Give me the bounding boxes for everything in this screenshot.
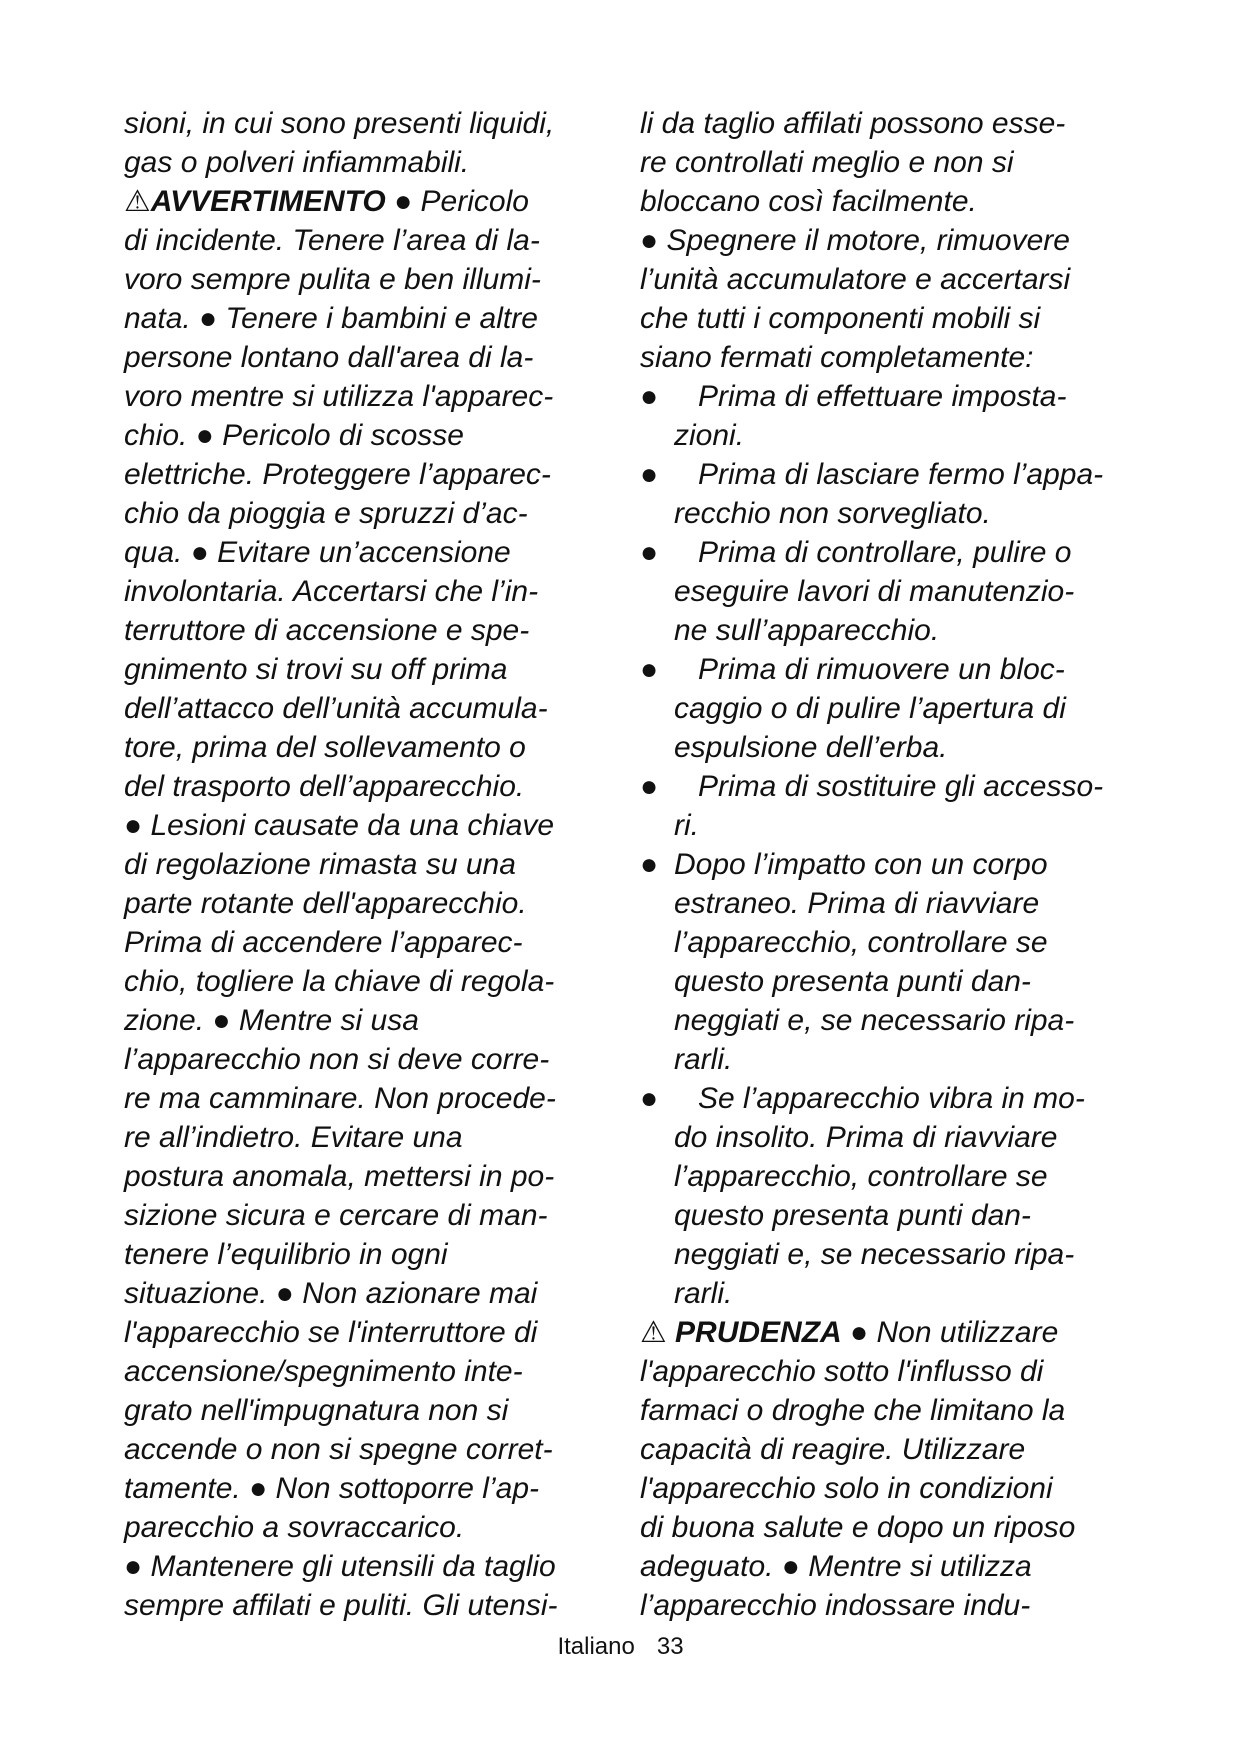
text-line: re all’indietro. Evitare una xyxy=(124,1121,463,1154)
text-line: chio, togliere la chiave di regola- xyxy=(124,965,555,998)
bullet-text-line: do insolito. Prima di riavviare xyxy=(674,1121,1058,1154)
warning-heading: AVVERTIMENTO xyxy=(150,185,386,218)
text-line: persone lontano dall'area di la- xyxy=(124,341,534,374)
text-line: l’apparecchio indossare indu- xyxy=(640,1589,1031,1622)
text-line: nata. ● Tenere i bambini e altre xyxy=(124,302,538,335)
text-line: gas o polveri infiammabili. xyxy=(124,146,470,179)
bullet-dot-icon: ● xyxy=(640,653,659,686)
text-line: dell’attacco dell’unità accumula- xyxy=(124,692,548,725)
bullet-dot-icon: ● xyxy=(640,380,659,413)
bullet-text-line: estraneo. Prima di riavviare xyxy=(674,887,1040,920)
right-column xyxy=(640,104,1140,1625)
text-line: farmaci o droghe che limitano la xyxy=(640,1394,1066,1427)
footer-language: Italiano xyxy=(557,1633,635,1660)
bullet-text-line: ne sull’apparecchio. xyxy=(674,614,940,647)
bullet-item xyxy=(640,455,1140,533)
bullet-text-line: Prima di effettuare imposta- xyxy=(698,380,1067,413)
caution-triangle-icon: ⚠ xyxy=(640,1316,667,1349)
bullet-text xyxy=(640,1079,1140,1313)
bullet-item xyxy=(640,767,1140,845)
bullet-text xyxy=(640,455,1140,533)
text-line: siano fermati completamente: xyxy=(640,341,1034,374)
text-line: l'apparecchio solo in condizioni xyxy=(640,1472,1053,1505)
page-footer xyxy=(0,1632,1241,1662)
bullet-text xyxy=(640,377,1140,455)
bullet-dot-icon: ● xyxy=(640,458,659,491)
text-line: involontaria. Accertarsi che l’in- xyxy=(124,575,539,608)
caution-line xyxy=(640,1313,1140,1352)
text-line: chio. ● Pericolo di scosse xyxy=(124,419,464,452)
text-line: grato nell'impugnatura non si xyxy=(124,1394,509,1427)
bullet-text xyxy=(640,845,1140,1079)
text-line: voro mentre si utilizza l'apparec- xyxy=(124,380,554,413)
text-line: voro sempre pulita e ben illumi- xyxy=(124,263,541,296)
text-line: re ma camminare. Non procede- xyxy=(124,1082,556,1115)
bullet-item xyxy=(640,1079,1140,1313)
bullet-dot-icon: ● xyxy=(640,770,659,803)
bullet-text-line: l’apparecchio, controllare se xyxy=(674,1160,1048,1193)
text-line: Prima di accendere l’apparec- xyxy=(124,926,523,959)
bullet-text xyxy=(640,533,1140,650)
text-line: ● Mantenere gli utensili da taglio xyxy=(124,1550,556,1583)
text-line: accensione/spegnimento inte- xyxy=(124,1355,523,1388)
text-line: zione. ● Mentre si usa xyxy=(124,1004,419,1037)
text-line: re controllati meglio e non si xyxy=(640,146,1014,179)
text-line: capacità di reagire. Utilizzare xyxy=(640,1433,1026,1466)
bullet-text-line: l’apparecchio, controllare se xyxy=(674,926,1048,959)
text-line: di regolazione rimasta su una xyxy=(124,848,516,881)
bullet-text-line: neggiati e, se necessario ripa- xyxy=(674,1004,1075,1037)
bullet-text xyxy=(640,650,1140,767)
text-line: tamente. ● Non sottoporre l’ap- xyxy=(124,1472,539,1505)
text-line: l'apparecchio sotto l'influsso di xyxy=(640,1355,1044,1388)
text-line: del trasporto dell’apparecchio. xyxy=(124,770,525,803)
bullet-dot-icon: ● xyxy=(640,1082,659,1115)
text-line: sempre affilati e puliti. Gli utensi- xyxy=(124,1589,558,1622)
text-line: accende o non si spegne corret- xyxy=(124,1433,553,1466)
bullet-text-line: Prima di controllare, pulire o xyxy=(698,536,1072,569)
right-intro-lines xyxy=(640,104,1140,377)
bullet-text-line: rarli. xyxy=(674,1277,733,1310)
left-column xyxy=(124,104,610,1625)
warning-triangle-icon: ⚠ xyxy=(124,185,151,218)
text-line: di incidente. Tenere l’area di la- xyxy=(124,224,540,257)
text-line: terruttore di accensione e spe- xyxy=(124,614,530,647)
text-line: sizione sicura e cercare di man- xyxy=(124,1199,548,1232)
bullet-text-line: rarli. xyxy=(674,1043,733,1076)
bullet-text-line: Prima di sostituire gli accesso- xyxy=(698,770,1104,803)
text-line: tore, prima del sollevamento o xyxy=(124,731,526,764)
text-line: ● Lesioni causate da una chiave xyxy=(124,809,555,842)
text-line: chio da pioggia e spruzzi d’ac- xyxy=(124,497,528,530)
bullet-text-line: recchio non sorvegliato. xyxy=(674,497,991,530)
text-line: adeguato. ● Mentre si utilizza xyxy=(640,1550,1032,1583)
text-line: di buona salute e dopo un riposo xyxy=(640,1511,1076,1544)
bullet-text-line: questo presenta punti dan- xyxy=(674,965,1031,998)
text-line: l’unità accumulatore e accertarsi xyxy=(640,263,1071,296)
text-line: li da taglio affilati possono esse- xyxy=(640,107,1066,140)
text-line: parte rotante dell'apparecchio. xyxy=(124,887,527,920)
bullet-text-line: Dopo l’impatto con un corpo xyxy=(674,848,1048,881)
text-line: situazione. ● Non azionare mai xyxy=(124,1277,538,1310)
warning-line xyxy=(124,182,610,221)
bullet-list xyxy=(640,377,1140,1313)
bullet-text-line: Prima di lasciare fermo l’appa- xyxy=(698,458,1104,491)
bullet-text-line: eseguire lavori di manutenzio- xyxy=(674,575,1075,608)
text-line: sioni, in cui sono presenti liquidi, xyxy=(124,107,555,140)
text-line: qua. ● Evitare un’accensione xyxy=(124,536,511,569)
bullet-item xyxy=(640,650,1140,767)
text-line: elettriche. Proteggere l’apparec- xyxy=(124,458,551,491)
text-line: l’apparecchio non si deve corre- xyxy=(124,1043,550,1076)
text-line: tenere l’equilibrio in ogni xyxy=(124,1238,448,1271)
bullet-text xyxy=(640,767,1140,845)
bullet-text-line: questo presenta punti dan- xyxy=(674,1199,1031,1232)
bullet-item xyxy=(640,533,1140,650)
bullet-text-line: neggiati e, se necessario ripa- xyxy=(674,1238,1075,1271)
text-line: l'apparecchio se l'interruttore di xyxy=(124,1316,538,1349)
text-line: gnimento si trovi su off prima xyxy=(124,653,508,686)
bullet-item xyxy=(640,845,1140,1079)
bullet-text-line: zioni. xyxy=(674,419,745,452)
bullet-dot-icon: ● xyxy=(640,536,659,569)
text-line: che tutti i componenti mobili si xyxy=(640,302,1041,335)
bullet-text-line: ri. xyxy=(674,809,699,842)
warning-line-rest: ● Pericolo xyxy=(385,185,529,218)
text-line: parecchio a sovraccarico. xyxy=(124,1511,465,1544)
caution-heading: PRUDENZA xyxy=(675,1316,842,1349)
bullet-text-line: Se l’apparecchio vibra in mo- xyxy=(698,1082,1085,1115)
bullet-item xyxy=(640,377,1140,455)
text-line: ● Spegnere il motore, rimuovere xyxy=(640,224,1070,257)
left-body-lines xyxy=(124,221,610,1625)
bullet-text-line: Prima di rimuovere un bloc- xyxy=(698,653,1065,686)
bullet-text-line: espulsione dell’erba. xyxy=(674,731,948,764)
bullet-text-line: caggio o di pulire l’apertura di xyxy=(674,692,1066,725)
right-body-lines xyxy=(640,1352,1140,1625)
caution-line-rest: ● Non utilizzare xyxy=(841,1316,1059,1349)
page-number: 33 xyxy=(656,1633,684,1660)
bullet-dot-icon: ● xyxy=(640,848,659,881)
text-line: postura anomala, mettersi in po- xyxy=(124,1160,555,1193)
text-line: bloccano così facilmente. xyxy=(640,185,977,218)
